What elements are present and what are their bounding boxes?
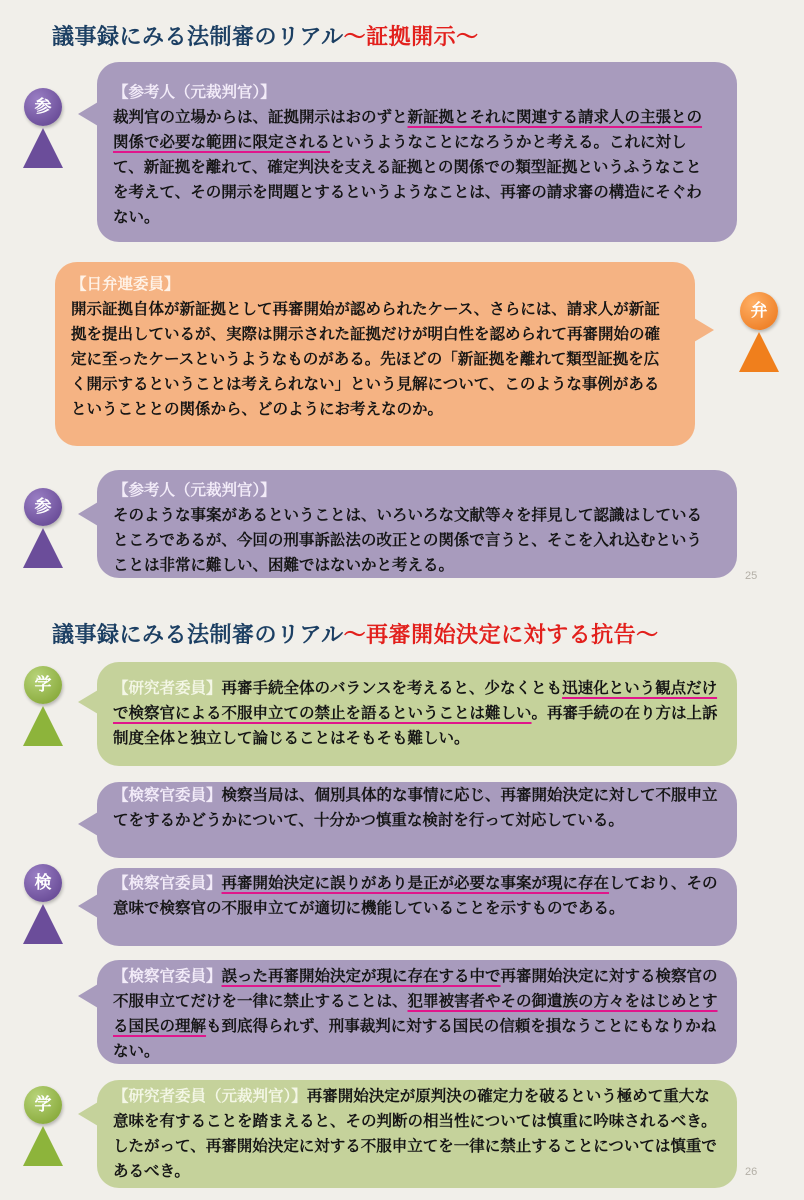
- slide25-title-accent: 〜証拠開示〜: [343, 25, 479, 50]
- slide25-bubble1: [97, 62, 737, 242]
- gaku-figure-body: [23, 706, 63, 746]
- gaku-figure: [22, 666, 66, 750]
- speaker-label: 【研究者委員】: [113, 679, 222, 697]
- statement-text-part: 。再審手続の在り方は上訴制度全体と独立して論じることはそもそも難しい。: [113, 704, 718, 747]
- speaker-label: 【研究者委員（元裁判官）】: [113, 1087, 307, 1105]
- bubble-tail: [78, 1102, 98, 1126]
- ken-figure: [22, 864, 66, 948]
- statement-text: [113, 1084, 719, 1184]
- statement-text-part: 再審開始決定に対する検察官の不服申立てだけを一律に禁止することは、: [113, 967, 718, 1010]
- gaku-figure-head: 学: [24, 666, 62, 704]
- ken-figure-body: [23, 904, 63, 944]
- speaker-label: 【検察官委員】: [113, 874, 222, 892]
- sankou-figure-body: [23, 528, 63, 568]
- bengo-figure-body: [739, 332, 779, 372]
- bengo-figure: [738, 292, 782, 376]
- speaker-label: 【検察官委員】: [113, 967, 222, 985]
- statement-text-part: 裁判官の立場からは、証拠開示はおのずと: [113, 108, 408, 126]
- slide25-title: [52, 20, 479, 51]
- gaku-figure-body: [23, 1126, 63, 1166]
- underlined-phrase: 新証拠とそれに関連する請求人の主張との関係で必要な範囲に限定される: [113, 108, 703, 151]
- statement-text-part: しており、その意味で検察官の不服申立てが適切に機能していることを示すものである。: [113, 874, 718, 917]
- underlined-phrase: 誤った再審開始決定が現に存在する中で: [221, 967, 501, 985]
- statement-text: [113, 964, 719, 1064]
- statement-text-part: 再審手続全体のバランスを考えると、少なくとも: [221, 679, 563, 697]
- speaker-label: 【参考人（元裁判官）】: [113, 481, 276, 499]
- sankou-figure: [22, 488, 66, 572]
- slide25-title-main: 議事録にみる法制審のリアル: [52, 25, 344, 50]
- underlined-phrase: 迅速化という観点だけで検察官による不服申立ての禁止を語るということは難しい: [113, 679, 718, 722]
- statement-text: [113, 783, 719, 833]
- slide26-title: [52, 618, 659, 649]
- bubble-tail: [78, 502, 98, 526]
- bengo-figure-head: 弁: [740, 292, 778, 330]
- statement-text-part: 再審開始決定が原判決の確定力を破るという極めて重大な意味を有することを踏まえると、その判断の相当性については慎重に吟味されるべき。したがって、再審開始決定に対する不服申立てを一律に禁止することについては慎重であるべき。: [113, 1087, 717, 1180]
- page-number: 26: [745, 1166, 758, 1178]
- underlined-phrase: 犯罪被害者やその御遺族の方々をはじめとする国民の理解: [113, 992, 718, 1035]
- speaker-label: 【検察官委員】: [113, 786, 222, 804]
- slide26-bubble5: [97, 1080, 737, 1188]
- gaku-figure-head: 学: [24, 1086, 62, 1124]
- bubble-tail: [78, 102, 98, 126]
- statement-text-part: も到底得られず、刑事裁判に対する国民の信頼を損なうことにもなりかねない。: [113, 1017, 717, 1060]
- speaker-label: 【日弁連委員】: [71, 275, 180, 293]
- slide26-bubble1: [97, 662, 737, 766]
- bubble-tail: [78, 984, 98, 1008]
- bubble-tail: [694, 318, 714, 342]
- slide26-bubble3: [97, 868, 737, 946]
- statement-text: そのような事案があるということは、いろいろな文献等々を拝見して認識はしているところであるが、今回の刑事訴訟法の改正との関係で言うと、そこを入れ込むということは非常に難しい、困難ではないかと考える。: [113, 506, 703, 574]
- underlined-phrase: 再審開始決定に誤りがあり是正が必要な事案が現に存在: [221, 874, 610, 892]
- statement-text: 開示証拠自体が新証拠として再審開始が認められたケース、さらには、請求人が新証拠を提出しているが、実際は開示された証拠だけが明白性を認められて再審開始の確定に至ったケースというようなものがある。先ほどの「新証拠を離れて類型証拠を広く開示するということは考えられない」という見解について、このような事例があるということとの関係から、どのようにお考えなのか。: [71, 300, 661, 418]
- slide26-title-accent: 〜再審開始決定に対する抗告〜: [343, 623, 659, 648]
- statement-text: [113, 105, 715, 230]
- page-number: 25: [745, 570, 758, 582]
- slide25-bubble2: [55, 262, 695, 446]
- gaku-figure: [22, 1086, 66, 1170]
- ken-figure-head: 検: [24, 864, 62, 902]
- bubble-tail: [78, 894, 98, 918]
- sankou-figure: [22, 88, 66, 172]
- bubble-tail: [78, 812, 98, 836]
- statement-text-part: というようなことになろうかと考える。これに対して、新証拠を離れて、確定判決を支える証拠との関係での類型証拠というふうなことを考えて、その開示を問題とするというようなことは、再審の請求審の構造にそぐわない。: [113, 133, 702, 226]
- sankou-figure-body: [23, 128, 63, 168]
- sankou-figure-head: 参: [24, 88, 62, 126]
- slide26-bubble2: [97, 782, 737, 858]
- statement-text: [113, 676, 719, 751]
- slide26-title-main: 議事録にみる法制審のリアル: [52, 623, 344, 648]
- slide25-bubble3: [97, 470, 737, 578]
- sankou-figure-head: 参: [24, 488, 62, 526]
- speaker-label: 【参考人（元裁判官）】: [113, 83, 276, 101]
- slide26-bubble4: [97, 960, 737, 1064]
- statement-text-part: 検察当局は、個別具体的な事情に応じ、再審開始決定に対して不服申立てをするかどうかについて、十分かつ慎重な検討を行って対応している。: [113, 786, 718, 829]
- statement-text: [113, 871, 719, 921]
- bubble-tail: [78, 690, 98, 714]
